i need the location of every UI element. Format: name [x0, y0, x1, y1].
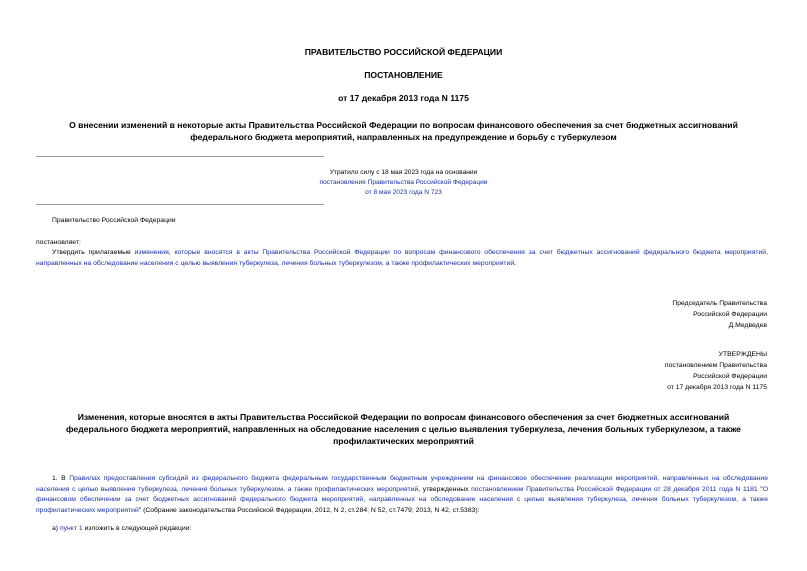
changes-title-line1: Изменения, которые вносятся в акты Правительства Российской Федерации по вопросам финансового обеспечения за счет бюджетных ассигнований	[77, 412, 730, 422]
decree-1181-title-link[interactable]: О финансовом обеспечении за счет бюджетных ассигнований федерального бюджета мероприятий, направленных на обследование населения с целью выявления туберкулеза, лечения больных туберкулезом, а также профилактических мероприятий	[36, 485, 768, 514]
document-title-line2: федерального бюджета мероприятий, направленных на предупреждение и борьбу с туберкулезом	[190, 132, 617, 142]
paragraph-a-tail: изложить в следующей редакции:	[82, 525, 192, 532]
government-heading: ПРАВИТЕЛЬСТВО РОССИЙСКОЙ ФЕДЕРАЦИИ	[304, 47, 503, 57]
approve-suffix: .	[514, 259, 517, 267]
subsidy-rules-link[interactable]: Правилах предоставления субсидий из федерального бюджета федеральным государственным бюджетным учреждениям на финансовое обеспечение реализации мероприятий, направленных на обследование населения с целью выявления туберкулеза, лечения больных туберкулезом, а также профилактических мероприятий	[36, 475, 768, 493]
repeal-notice	[0, 168, 807, 198]
approved-block	[665, 349, 767, 393]
document-title-line1: О внесении изменений в некоторые акты Правительства Российской Федерации по вопросам финансового обеспечения за счет бюджетных ассигнований	[69, 120, 738, 130]
paragraph-1-mid: , утвержденных	[418, 485, 472, 493]
approve-prefix: Утвердить прилагаемые	[52, 249, 135, 256]
paragraph-1-number: 1. В	[52, 475, 70, 482]
document-title	[0, 119, 807, 143]
paragraph-1-tail: " (Собрание законодательства Российской Федерации, 2012, N 2, ст.284; N 52, ст.7479; 2013, N 42, ст.5383):	[138, 506, 480, 514]
document-type: ПОСТАНОВЛЕНИЕ	[364, 70, 443, 80]
divider-top	[36, 156, 324, 157]
changes-title-line3: профилактических мероприятий	[333, 436, 474, 446]
divider-bottom	[36, 204, 324, 205]
decree-1181-link[interactable]: постановлением Правительства Российской Федерации от 28 декабря 2011 года N 1181	[471, 485, 758, 493]
repeal-decree-link[interactable]: постановления Правительства Российской Федерации	[319, 179, 488, 186]
approved-country: Российской Федерации	[693, 373, 767, 380]
signature-name: Д.Медведев	[728, 322, 767, 329]
signature-country: Российской Федерации	[693, 311, 767, 318]
approve-paragraph	[36, 248, 768, 269]
signature-block	[672, 298, 767, 331]
approved-date: от 17 декабря 2013 года N 1175	[667, 384, 767, 391]
repeal-notice-text: Утратило силу с 18 мая 2023 года на основании	[329, 169, 478, 176]
paragraph-a-prefix: а)	[52, 525, 60, 532]
approved-by: постановлением Правительства	[664, 362, 767, 369]
paragraph-1	[36, 474, 768, 516]
approved-changes-link[interactable]: изменения, которые вносятся в акты Правительства Российской Федерации по вопросам финансового обеспечения за счет бюджетных ассигнований федерального бюджета мероприятий, направленных на обследование населения с целью выявления туберкулеза, лечения больных туберкулезом, а также профилактических мероприятий	[36, 249, 768, 267]
changes-title	[0, 411, 807, 447]
decrees-label: постановляет:	[36, 239, 81, 246]
signature-position: Председатель Правительства	[672, 300, 767, 307]
changes-title-line2: федерального бюджета мероприятий, направленных на обследование населения с целью выявления туберкулеза, лечения больных туберкулезом, а также	[66, 424, 741, 434]
approved-label: УТВЕРЖДЕНЫ	[718, 351, 767, 358]
paragraph-a	[52, 524, 191, 535]
document-date: от 17 декабря 2013 года N 1175	[338, 93, 469, 103]
government-label: Правительство Российской Федерации	[52, 217, 176, 224]
paragraph-1-quote: "	[757, 485, 763, 493]
point-1-link[interactable]: пункт 1	[59, 525, 83, 532]
repeal-decree-date-link[interactable]: от 8 мая 2023 года N 723	[365, 189, 442, 196]
